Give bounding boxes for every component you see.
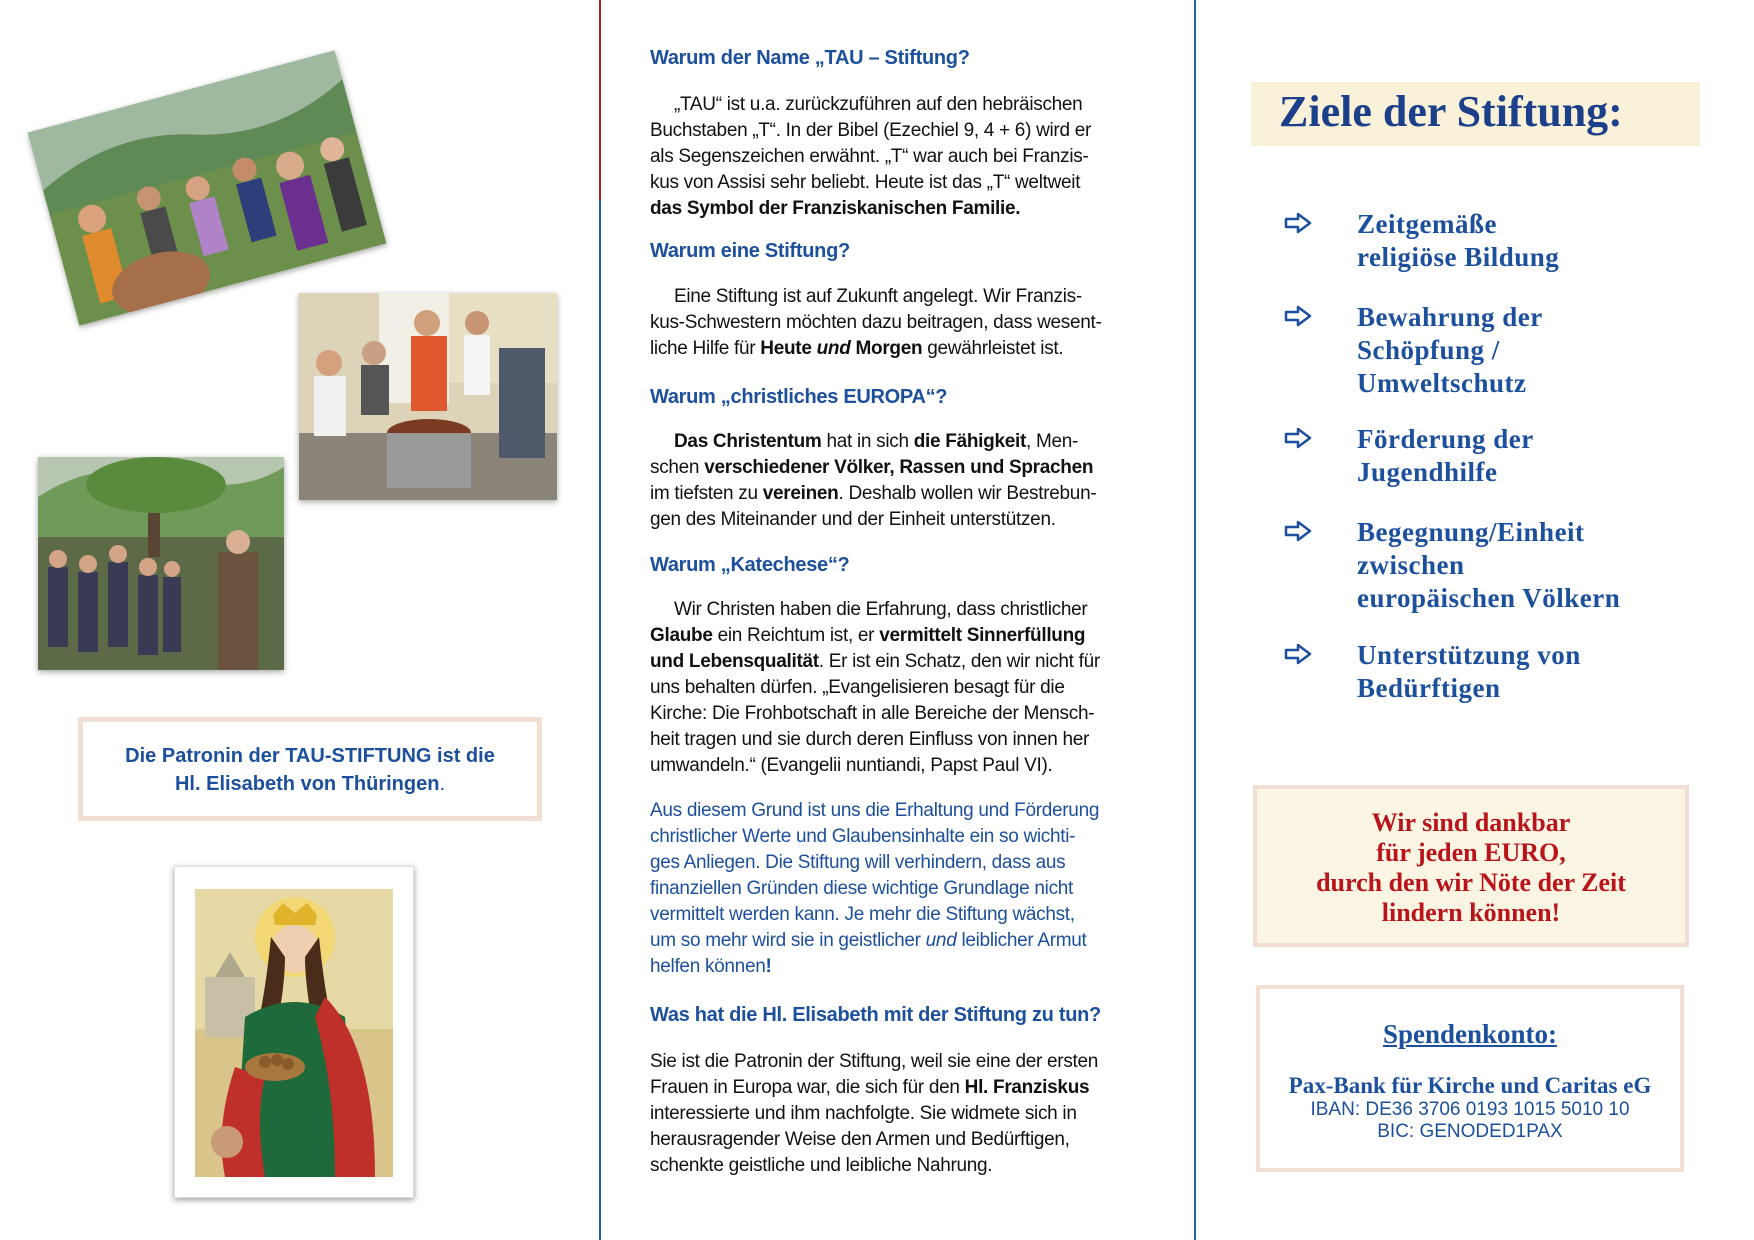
photo-youth-group-field [28,50,387,325]
paragraph-foundation-line [650,284,1114,310]
goal-line: religiöse Bildung [1357,242,1560,272]
paragraph-reason-line [650,954,1114,980]
paragraph-reason-line: christlicher Werte und Glaubensinhalte ein so wichti- [650,826,1076,847]
text-bold: und Lebensqualität [650,651,819,672]
paragraph-elisabeth-line: Sie ist die Patronin der Stiftung, weil sie eine der ersten [650,1051,1099,1072]
goal-line: Bewahrung der [1357,302,1543,332]
goal-item-needy [1357,639,1581,705]
text-italic: und [925,930,957,951]
photo-sister-serving-food [299,293,557,500]
paragraph-tau-line: kus von Assisi sehr beliebt. Heute ist das „T“ weltweit [650,172,1081,193]
paragraph-reason-line [650,928,1114,954]
arrow-right-outline-icon [1284,643,1312,665]
text-bold: ! [765,956,772,977]
patron-line-2 [83,770,537,798]
goal-line: Förderung der [1357,424,1534,454]
photo-friar-outdoor-gathering [38,457,284,670]
paragraph-elisabeth-line: herausragender Weise den Armen und Bedürftigen, [650,1129,1070,1150]
bic[interactable]: BIC: GENODED1PAX [1377,1121,1563,1142]
goal-line: Unterstützung von [1357,640,1581,670]
paragraph-reason-line: ges Anliegen. Die Stiftung will verhindern, dass aus [650,852,1066,873]
paragraph-elisabeth [650,1049,1114,1179]
text-span: helfen können [650,956,766,977]
paragraph-reason-line: Aus diesem Grund ist uns die Erhaltung und Förderung [650,800,1100,821]
text-bold: Heute [760,338,812,359]
paragraph-reason-blue [650,798,1114,980]
bank-name: Pax-Bank für Kirche und Caritas eG [1288,1073,1652,1098]
paragraph-catechesis-line: uns behalten dürfen. „Evangelisieren besagt für die [650,677,1065,698]
text-bold: die Fähigkeit [913,431,1026,452]
paragraph-tau-line [650,92,1114,118]
goal-line: Schöpfung / [1357,335,1500,365]
text-span: Wir Christen haben die Erfahrung, dass christlicher [674,599,1088,620]
text-bold: Morgen [855,338,923,359]
paragraph-tau [650,92,1114,222]
paragraph-elisabeth-line: schenkte geistliche und leibliche Nahrung. [650,1155,993,1176]
goal-line: Zeitgemäße [1357,209,1497,239]
text-bold: vereinen [762,483,839,504]
fold-line-left [599,0,601,1240]
paragraph-catechesis-line [650,649,1114,675]
text-span: Eine Stiftung ist auf Zukunft angelegt. Wir Franzis- [674,286,1082,307]
paragraph-tau-line: als Segenszeichen erwähnt. „T“ war auch bei Franzis- [650,146,1089,167]
donation-account-box [1256,985,1684,1172]
goals-title-box [1251,82,1700,146]
heading-why-tau: Warum der Name „TAU – Stiftung? [650,47,970,69]
goal-line: Begegnung/Einheit [1357,517,1585,547]
paragraph-elisabeth-line: interessierte und ihm nachfolgte. Sie widmete sich in [650,1103,1077,1124]
text-span: leiblicher Armut [956,930,1087,951]
paragraph-foundation-line: kus-Schwestern möchten dazu beitragen, dass wesent- [650,312,1102,333]
text-bold: Das Christentum [674,431,822,452]
paragraph-catechesis-line: heit tragen und sie durch deren Einfluss von innen her [650,729,1090,750]
text-span: im tiefsten zu [650,483,763,504]
paragraph-foundation [650,284,1114,362]
fold-line-right [1194,0,1196,1240]
paragraph-europe-line: gen des Miteinander und der Einheit unterstützen. [650,509,1056,530]
goal-item-education [1357,208,1559,274]
thanks-line: für jeden EURO, [1376,838,1566,867]
thanks-line: Wir sind dankbar [1371,808,1571,837]
paragraph-europe-line [650,429,1114,455]
paragraph-christian-europe [650,429,1114,533]
text-span: liche Hilfe für [650,338,761,359]
paragraph-tau-line: das Symbol der Franziskanischen Familie. [650,198,1021,219]
paragraph-europe-line [650,481,1114,507]
heading-why-christian-europe: Warum „christliches EUROPA“? [650,386,948,408]
paragraph-reason-line: finanziellen Gründen diese wichtige Grundlage nicht [650,878,1074,899]
text-span: Frauen in Europa war, die sich für den [650,1077,965,1098]
goal-line: europäischen Völkern [1357,583,1621,613]
text-span: um so mehr wird sie in geistlicher [650,930,926,951]
text-span: . Er ist ein Schatz, den wir nicht für [818,651,1100,672]
text-bold: vermittelt Sinnerfüllung [879,625,1086,646]
goal-item-youth [1357,423,1534,489]
goal-line: zwischen [1357,550,1465,580]
goal-line: Jugendhilfe [1357,457,1498,487]
paragraph-reason-line: vermittelt werden kann. Je mehr die Stiftung wächst, [650,904,1075,925]
heading-why-catechesis: Warum „Katechese“? [650,554,850,576]
arrow-right-outline-icon [1284,427,1312,449]
goal-item-creation [1357,301,1543,400]
text-span: . Deshalb wollen wir Bestrebun- [838,483,1097,504]
donation-account-title: Spendenkonto: [1382,1019,1558,1049]
paragraph-tau-line: Buchstaben „T“. In der Bibel (Ezechiel 9, 4 + 6) wird er [650,120,1091,141]
arrow-right-outline-icon [1284,520,1312,542]
patron-line-1: Die Patronin der TAU-STIFTUNG ist die [125,745,495,767]
text-span: hat in sich [821,431,914,452]
paragraph-catechesis [650,597,1114,779]
paragraph-catechesis-line [650,597,1114,623]
goal-line: Bedürftigen [1357,673,1501,703]
goals-title: Ziele der Stiftung: [1279,87,1623,136]
saint-elisabeth-image-frame [174,866,414,1198]
text-span: , Men- [1025,431,1079,452]
arrow-right-outline-icon [1284,305,1312,327]
text-span: gewährleistet ist. [922,338,1064,359]
text-bold: Hl. Franziskus [964,1077,1090,1098]
patron-name: Hl. Elisabeth von Thüringen [174,773,440,795]
paragraph-foundation-line [650,336,1114,362]
paragraph-europe-line [650,455,1114,481]
heading-why-foundation: Warum eine Stiftung? [650,240,850,262]
thanks-box [1253,785,1689,947]
thanks-line: durch den wir Nöte der Zeit [1316,868,1626,897]
text-span: „TAU“ ist u.a. zurückzuführen auf den hebräischen [674,94,1083,115]
arrow-right-outline-icon [1284,212,1312,234]
patron-info-box [78,717,542,821]
text-bold: verschiedener Völker, Rassen und Sprachen [704,457,1094,478]
saint-elisabeth-image [175,867,413,1197]
goal-item-unity [1357,516,1620,615]
text-span: schen [650,457,705,478]
paragraph-catechesis-line: Kirche: Die Frohbotschaft in alle Bereiche der Mensch- [650,703,1095,724]
fold-line-accent [599,0,601,200]
goal-line: Umweltschutz [1357,368,1527,398]
thanks-line: lindern können! [1381,898,1561,927]
paragraph-catechesis-line: umwandeln.“ (Evangelii nuntiandi, Papst Paul VI). [650,755,1053,776]
text-bold: Glaube [650,625,713,646]
patron-period: . [439,773,446,795]
text-bold-italic: und [816,338,851,359]
heading-elisabeth: Was hat die Hl. Elisabeth mit der Stiftung zu tun? [650,1004,1101,1026]
text-span: ein Reichtum ist, er [712,625,880,646]
paragraph-catechesis-line [650,623,1114,649]
iban[interactable]: IBAN: DE36 3706 0193 1015 5010 10 [1310,1099,1630,1120]
paragraph-elisabeth-line [650,1075,1114,1101]
